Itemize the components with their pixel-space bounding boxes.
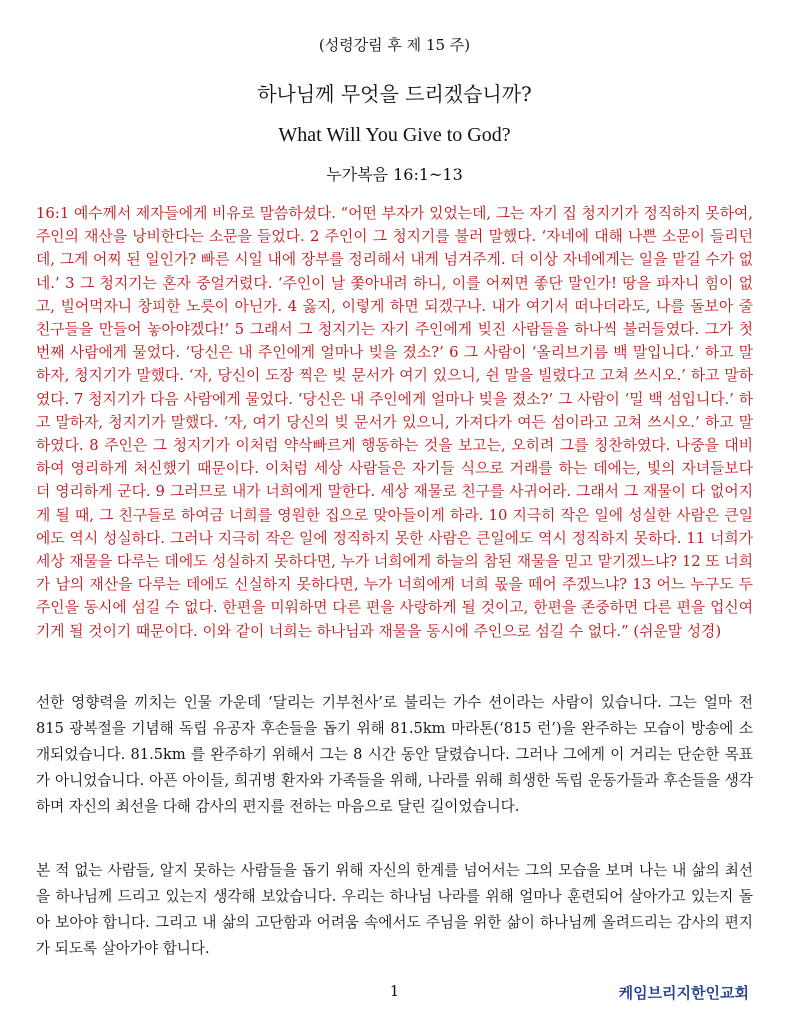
sermon-title-korean: 하나님께 무엇을 드리겠습니까? [257,82,532,106]
scripture-passage: 16:1 예수께서 제자들에게 비유로 말씀하셨다. “어떤 부자가 있었는데, 그는 자기 집 청지기가 정직하지 못하여, 주인의 재산을 낭비한다는 소문을 들었다. 2 주인이 그 청지기를 불러 말했다. ‘자네에 대해 나쁜 소문이 들리던데, 그게 어찌 된 일인가? 빠른 시일 내에 장부를 정리해서 내게 넘겨주게. 더 이상 자네에게는 일을 맡길 수가 없네.’ 3 그 청지기는 혼자 중얼거렸다. ‘주인이 날 쫓아내려 하니, 이를 어찌면 좋단 말인가! 땅을 파자니 힘이 없고, 빌어먹자니 창피한 노릇이 아닌가. 4 옳지, 이렇게 하면 되겠구나. 내가 여기서 떠나더라도, 나를 돌보아 줄 친구들을 만들어 놓아야겠다!’ 5 그래서 그 청지기는 자기 주인에게 빚진 사람들을 하나씩 불러들였다. 그가 첫 번째 사람에게 물었다. ‘당신은 내 주인에게 얼마나 빚을 졌소?’ 6 그 사람이 ‘올리브기름 백 말입니다.’ 하고 말하자, 청지기가 말했다. ‘자, 당신이 도장 찍은 빚 문서가 여기 있으니, 쉰 말을 빌렸다고 고쳐 쓰시오.’ 하고 말하였다. 7 청지기가 다음 사람에게 물었다. ‘당신은 내 주인에게 얼마나 빚을 졌소?’ 그 사람이 ‘밀 백 섬입니다.’ 하고 말하자, 청지기가 말했다. ‘자, 여기 당신의 빚 문서가 있으니, 가져다가 여든 섬이라고 고쳐 쓰시오.’ 하고 말하였다. 8 주인은 그 청지기가 이처럼 약삭빠르게 행동하는 것을 보고는, 오히려 그를 칭찬하였다. 나중을 대비하여 영리하게 처신했기 때문이다. 이처럼 세상 사람들은 자기들 식으로 거래를 하는 데에는, 빛의 자녀들보다 더 영리하게 군다. 9 그러므로 내가 너희에게 말한다. 세상 재물로 친구를 사귀어라. 그래서 그 재물이 다 없어지게 될 때, 그 친구들로 하여금 너희를 영원한 집으로 맞아들이게 하라. 10 지극히 작은 일에 성실한 사람은 큰일에도 역시 성실하다. 그러나 지극히 작은 일에 정직하지 못한 사람은 큰일에도 역시 정직하지 못하다. 11 너희가 세상 재물을 다루는 데에도 성실하지 못하다면, 누가 너희에게 하늘의 참된 재물을 믿고 맡기겠느냐? 12 또 너희가 남의 재산을 다루는 데에도 신실하지 못하다면, 누가 너희에게 너희 몫을 떼어 주겠느냐? 13 어느 누구도 두 주인을 동시에 섬길 수 없다. 한편을 미워하면 다른 편을 사랑하게 될 것이고, 한편을 존중하면 다른 편을 업신여기게 될 것이기 때문이다. 이와 같이 너희는 하나님과 재물을 동시에 주인으로 섬길 수 없다.” (쉬운말 성경) [36,205,753,640]
body-paragraph-2: 본 적 없는 사람들, 알지 못하는 사람들을 돕기 위해 자신의 한계를 넘어서는 그의 모습을 보며 나는 내 삶의 최선을 하나님께 드리고 있는지 생각해 보았습니다. 우리는 하나님 나라를 위해 얼마나 훈련되어 살아가고 있는지 돌아 보아야 합니다. 그리고 내 삶의 고단함과 어려움 속에서도 주님을 위한 삶이 하나님께 올려드리는 감사의 편지가 되도록 살아가야 합니다. [36,862,753,957]
church-name: 케임브리지한인교회 [618,984,749,1002]
page-number: 1 [389,982,400,1000]
sermon-title-english: What Will You Give to God? [278,124,511,146]
body-paragraph-1: 선한 영향력을 끼치는 인물 가운데 ‘달리는 기부천사’로 불리는 가수 션이라는 사람이 있습니다. 그는 얼마 전 815 광복절을 기념해 독립 유공자 후손들을 돕기 위해 81.5km 마라톤(‘815 런’)을 완주하는 모습이 방송에 소개되었습니다. 81.5km 를 완주하기 위해서 그는 8 시간 동안 달렸습니다. 그러나 그에게 이 거리는 단순한 목표가 아니었습니다. 아픈 아이들, 희귀병 환자와 가족들을 위해, 나라를 위해 희생한 독립 운동가들과 후손들을 생각하며 자신의 최선을 다해 감사의 편지를 전하는 마음으로 달린 길이었습니다. [36,694,753,815]
scripture-reference: 누가복음 16:1~13 [326,165,463,184]
season-label: (성령강림 후 제 15 주) [318,36,471,54]
